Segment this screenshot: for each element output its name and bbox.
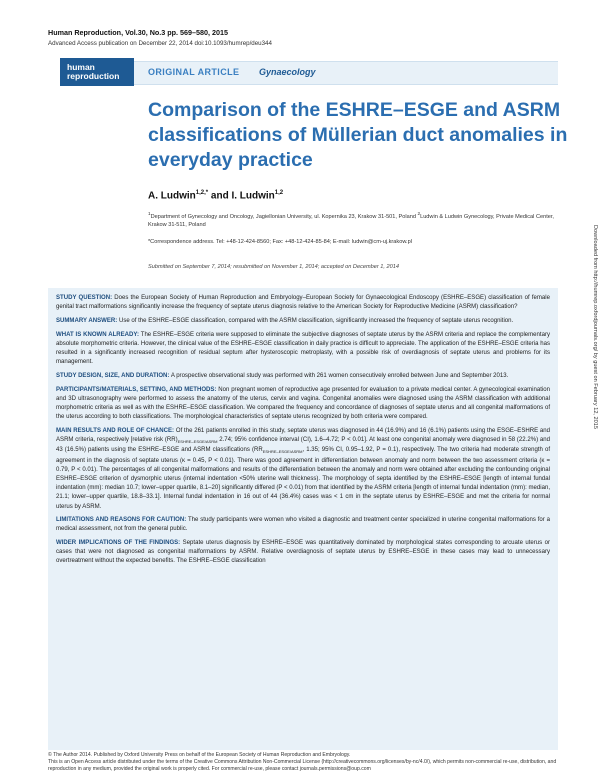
abstract-study-design	[56, 372, 550, 381]
section-label: WIDER IMPLICATIONS OF THE FINDINGS:	[56, 540, 181, 547]
subscript: ESHRE–ESGE/ASRM	[262, 449, 303, 455]
section-text: The ESHRE–ESGE criteria were supposed to eliminate the subjective diagnoses of septate uterus by the ASRM criteria and replace the complementary absolute morphometric criteria. However, the clinical value of the ESHRE–ESGE classification in daily practice is difficult to appreciate. The application of the ESHRE–ESGE criteria has resulted in a significantly increased recognition of residual septum after hysteroscopic metroplasty, with a possible risk of overdiagnosis of septate uterus and problems for its management.	[56, 331, 550, 366]
abstract-wider-implications	[56, 539, 550, 566]
section-text: Use of the ESHRE–ESGE classification, compared with the ASRM classification, significantly increased the frequency of septate uterus recognition.	[118, 317, 514, 324]
author-affiliation-marker: 1,2,*	[195, 190, 209, 196]
section-text: , 1.35; 95% CI, 0.95–1.92, P = 0.1), respectively. The two criteria had moderate strength of agreement in the diagnosis of septate uterus (κ = 0.45, P < 0.01). There was good agreement in differentiation between anomaly and norm between the two assessment criteria (κ = 0.79, P < 0.01). The percentages of all congenital malformations and results of the differentiation between the anomaly and norm were obtained after excluding the confounding original ESHRE–ESGE criterion of dysmorphic uterus (internal indentation <50% uterine wall thickness). The morphology of septa identified by the ESHRE–ESGE [length of internal fundal indentation (mm): median 10.7; lower–upper quartile, 8.1–20] significantly differed (P < 0.01) from that identified by the ASRM criteria [length of internal fundal indentation (mm): median, 21.1; lower–upper quartile, 18.8–33.1]. Internal fundal indentation in 16 out of 44 (36.4%) cases was < 1 cm in the septate uterus by ESHRE–ESGE and met the criteria for normal uterus by ASRM.	[56, 447, 550, 510]
subscript: ESHRE–ESGE/ASRM	[177, 439, 218, 445]
copyright-footer	[48, 752, 568, 773]
journal-citation: Human Reproduction, Vol.30, No.3 pp. 569–580, 2015	[48, 28, 229, 37]
section-text: Does the European Society of Human Reproduction and Embryology–European Society for Gynaecological Endoscopy (ESHRE–ESGE) classification of female genital tract malformations significantly increase the frequency of septate uterus diagnosis relative to the American Society for Reproductive Medicine (ASRM) classification?	[56, 295, 550, 311]
correspondence-address: *Correspondence address. Tel: +48-12-424-8560; Fax: +48-12-424-85-84; E-mail: ludwin@cm-uj.krakow.pl	[148, 239, 412, 245]
section-text: Non pregnant women of reproductive age presented for evaluation to a private medical center. A gynecological examination and 3D ultrasonography were performed to assess the anatomy of the uterus, cervix and vagina. Congenital anomalies were diagnosed using the ASRM classification with additional morphometric criteria as well as with the ESHRE–ESGE classification. We compared the frequency and concordance of diagnoses of septate uterus and all congenital malformations of the uterus according to both classifications. The morphological characteristics of septate uterus recognized by both criteria were compared.	[56, 386, 550, 421]
affiliation-text: Department of Gynecology and Oncology, Jagiellonian University, ul. Kopernika 23, Krakow 31-501, Poland	[150, 213, 418, 220]
affiliations	[148, 210, 568, 229]
author-conjunction: and	[208, 190, 232, 202]
section-text: 2.74; 95% confidence interval (CI), 1.6–4.72; P < 0.01]. At least one congenital anomaly were diagnosed in 58 (22.2%) and 43 (16.5%) patients using the ESHRE–ESGE and ASRM classifications (RR	[56, 437, 550, 454]
logo-line-2: reproduction	[67, 71, 120, 81]
section-label: WHAT IS KNOWN ALREADY:	[56, 331, 140, 338]
section-text: Septate uterus diagnosis by ESHRE–ESGE was quantitatively dominated by morphological states corresponding to arcuate uterus or cases that were not diagnosed as congenital malformations by ASRM. Relative overdiagnosis of septate uterus by ESHRE–ESGE in these cases may lead to unnecessary overtreatment without the expected benefits. The ESHRE–ESGE classification	[56, 540, 551, 565]
section-label: MAIN RESULTS AND ROLE OF CHANCE:	[56, 427, 175, 434]
author-name: I. Ludwin	[231, 190, 275, 202]
license-line: This is an Open Access article distributed under the terms of the Creative Commons Attribution Non-Commercial License (http://creativecommons.org/licenses/by-nc/4.0/), which permits non-commercial re-use, distribution, and reproduction in any medium, provided the original work is properly cited. For commercial re-use, please contact journals.permissions@oup.com	[48, 759, 557, 772]
article-subject: Gynaecology	[259, 67, 316, 77]
section-text: Of the 261 patients enrolled in this study, septate uterus was diagnosed in 44 (16.9%) and 16 (6.1%) patients using the ESGE–ESHRE and ASRM criteria, respectively [relative risk (RR)	[56, 427, 551, 443]
article-type: ORIGINAL ARTICLE	[148, 67, 240, 77]
affiliation-text: Ludwin & Ludwin Gynecology, Private Medical Center, Krakow 31-511, Poland	[148, 213, 554, 228]
abstract-study-question	[56, 294, 550, 312]
section-text: A prospective observational study was performed with 261 women consecutively enrolled between June and September 2013.	[170, 372, 509, 379]
abstract-participants	[56, 386, 550, 423]
section-label: LIMITATIONS AND REASONS FOR CAUTION:	[56, 517, 187, 524]
submission-dates: Submitted on September 7, 2014; resubmitted on November 1, 2014; accepted on December 1, 2014	[148, 264, 399, 270]
abstract-main-results	[56, 427, 550, 512]
abstract-limitations	[56, 516, 550, 534]
logo-line-1: human	[67, 62, 95, 72]
section-text: The study participants were women who visited a diagnostic and treatment center specialized in uterine congenital malformations for a medical assessment, not from the general public.	[56, 517, 550, 533]
author-list	[148, 190, 283, 201]
journal-logo	[60, 58, 134, 86]
affiliation-marker: 2	[417, 211, 421, 216]
article-type-band	[134, 61, 558, 85]
author-affiliation-marker: 1,2	[274, 190, 284, 196]
author-name: A. Ludwin	[148, 190, 196, 202]
download-watermark: Downloaded from http://humrep.oxfordjournals.org/ by guest on February 12, 2015	[592, 225, 598, 429]
section-label: PARTICIPANTS/MATERIALS, SETTING, AND METHODS:	[56, 386, 217, 393]
article-title: Comparison of the ESHRE–ESGE and ASRM classifications of Müllerian duct anomalies in everyday practice	[148, 99, 568, 171]
affiliation-marker: 1	[148, 211, 151, 216]
advance-access-line: Advanced Access publication on December 22, 2014 doi:10.1093/humrep/deu344	[48, 40, 272, 47]
section-label: STUDY QUESTION:	[56, 295, 113, 301]
section-label: SUMMARY ANSWER:	[56, 317, 118, 324]
structured-abstract	[48, 288, 558, 750]
copyright-line: © The Author 2014. Published by Oxford University Press on behalf of the European Society of Human Reproduction and Embryology.	[48, 752, 351, 758]
abstract-summary-answer	[56, 317, 550, 326]
abstract-known-already	[56, 331, 550, 368]
section-label: STUDY DESIGN, SIZE, AND DURATION:	[56, 372, 170, 379]
